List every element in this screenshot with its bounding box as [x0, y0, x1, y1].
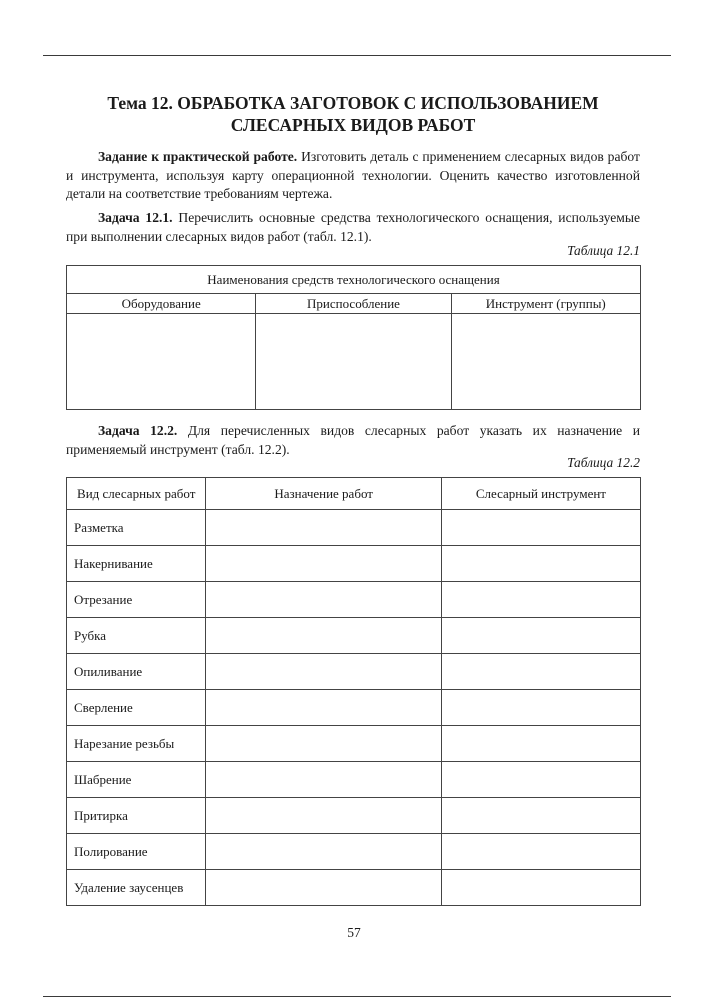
title-line-2: СЛЕСАРНЫХ ВИДОВ РАБОТ: [230, 115, 476, 135]
table-row: [67, 510, 641, 546]
table-row: [67, 654, 641, 690]
assignment-label: Задание к практической работе.: [98, 149, 298, 164]
table-12-2: [66, 477, 641, 906]
purpose-cell[interactable]: [206, 654, 441, 690]
table-12-1-group-header: Наименования средств технологического оснащения: [67, 266, 641, 294]
table-row: [67, 582, 641, 618]
page-number: 57: [347, 925, 361, 940]
header-rule: [43, 55, 671, 56]
equipment-cell[interactable]: [67, 314, 256, 410]
task-12-1-paragraph: [66, 209, 640, 246]
purpose-cell[interactable]: [206, 546, 441, 582]
purpose-cell[interactable]: [206, 726, 441, 762]
work-type-cell: Рубка: [67, 618, 206, 654]
table-12-2-caption: Таблица 12.2: [567, 455, 640, 470]
table-12-1: [66, 265, 641, 410]
column-header-tools: Инструмент (группы): [451, 294, 640, 314]
purpose-cell[interactable]: [206, 798, 441, 834]
task-12-2-paragraph: [66, 422, 640, 459]
table-row: [67, 726, 641, 762]
instrument-cell[interactable]: [441, 546, 640, 582]
instrument-cell[interactable]: [441, 762, 640, 798]
purpose-cell[interactable]: [206, 582, 441, 618]
instrument-cell[interactable]: [441, 834, 640, 870]
instrument-cell[interactable]: [441, 618, 640, 654]
fixtures-cell[interactable]: [256, 314, 451, 410]
purpose-cell[interactable]: [206, 870, 441, 906]
work-type-cell: Полирование: [67, 834, 206, 870]
task-12-2-text: Для перечисленных видов слесарных работ указать их назначение и применяемый инструмент (табл. 12.2).: [66, 423, 641, 457]
title-line-1: Тема 12. ОБРАБОТКА ЗАГОТОВОК С ИСПОЛЬЗОВАНИЕМ: [107, 93, 599, 113]
tools-cell[interactable]: [451, 314, 640, 410]
instrument-cell[interactable]: [441, 726, 640, 762]
task-12-1-label: Задача 12.1.: [98, 210, 173, 225]
table-row: [67, 690, 641, 726]
work-type-cell: Опиливание: [67, 654, 206, 690]
page-title: [66, 92, 640, 136]
table-row: [67, 798, 641, 834]
work-type-cell: Накернивание: [67, 546, 206, 582]
work-type-cell: Разметка: [67, 510, 206, 546]
instrument-cell[interactable]: [441, 582, 640, 618]
table-row: [67, 762, 641, 798]
purpose-cell[interactable]: [206, 618, 441, 654]
column-header-purpose: Назначение работ: [206, 478, 441, 510]
column-header-work-type: Вид слесарных работ: [67, 478, 206, 510]
task-12-2-label: Задача 12.2.: [98, 423, 178, 438]
table-row: [67, 834, 641, 870]
table-row: [67, 546, 641, 582]
work-type-cell: Нарезание резьбы: [67, 726, 206, 762]
instrument-cell[interactable]: [441, 690, 640, 726]
purpose-cell[interactable]: [206, 690, 441, 726]
purpose-cell[interactable]: [206, 762, 441, 798]
table-row: [67, 618, 641, 654]
instrument-cell[interactable]: [441, 798, 640, 834]
instrument-cell[interactable]: [441, 870, 640, 906]
table-row: [67, 870, 641, 906]
work-type-cell: Шабрение: [67, 762, 206, 798]
instrument-cell[interactable]: [441, 654, 640, 690]
column-header-instrument: Слесарный инструмент: [441, 478, 640, 510]
column-header-equipment: Оборудование: [67, 294, 256, 314]
instrument-cell[interactable]: [441, 510, 640, 546]
assignment-text: Изготовить деталь с применением слесарных видов работ и инструмента, используя карту операционной технологии. Оценить качество изготовленной детали на соответствие требованиям чертежа.: [66, 149, 640, 201]
work-type-cell: Притирка: [67, 798, 206, 834]
task-12-1-text: Перечислить основные средства технологического оснащения, используемые при выполнении слесарных видов работ (табл. 12.1).: [66, 210, 640, 244]
table-12-1-caption: Таблица 12.1: [567, 243, 640, 258]
assignment-paragraph: [66, 148, 640, 204]
footer-rule: [43, 996, 671, 997]
purpose-cell[interactable]: [206, 834, 441, 870]
work-type-cell: Сверление: [67, 690, 206, 726]
work-type-cell: Отрезание: [67, 582, 206, 618]
purpose-cell[interactable]: [206, 510, 441, 546]
column-header-fixtures: Приспособление: [256, 294, 451, 314]
work-type-cell: Удаление заусенцев: [67, 870, 206, 906]
